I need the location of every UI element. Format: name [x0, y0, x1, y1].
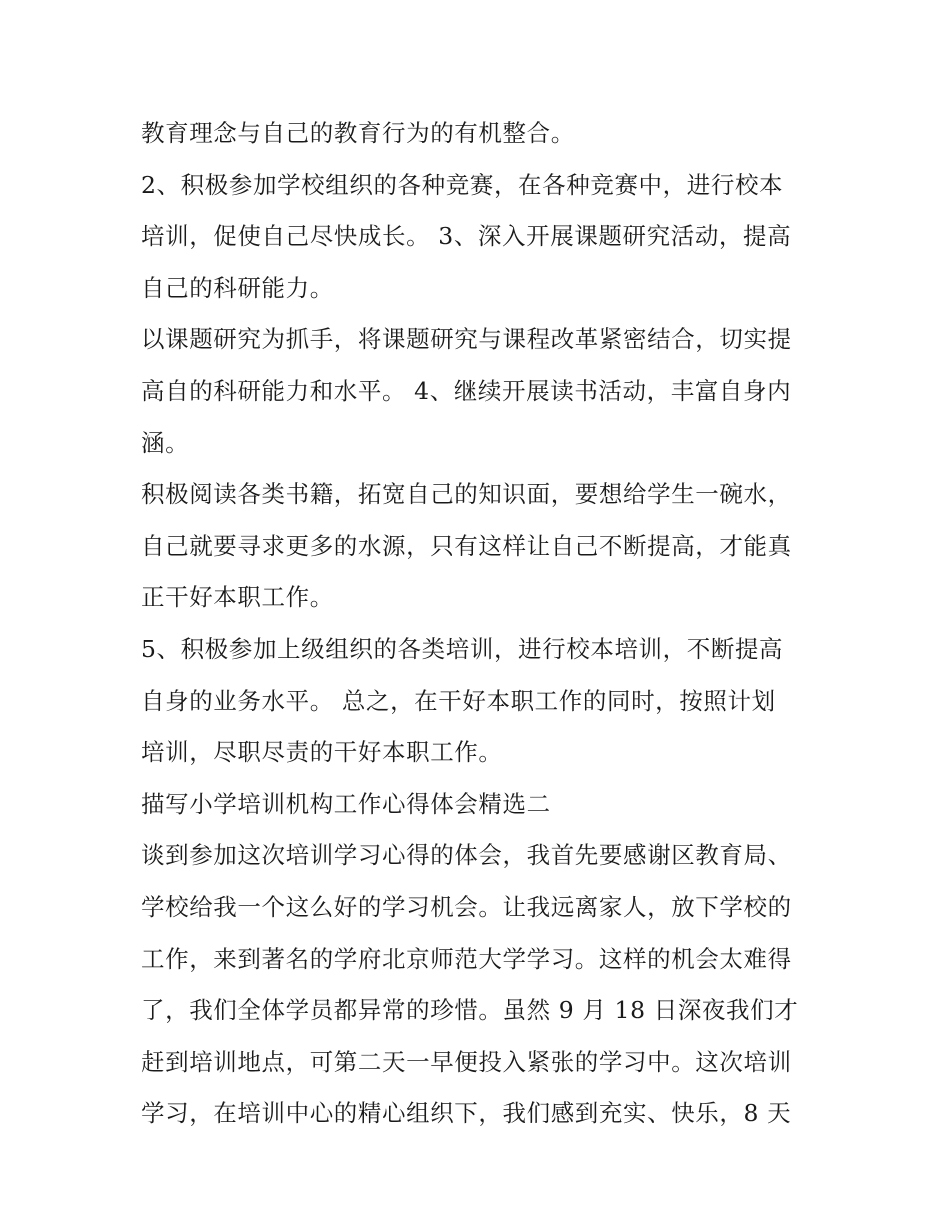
text-line: 5、积极参加上级组织的各类培训，进行校本培训，不断提高 [141, 634, 784, 663]
text-line: 学校给我一个这么好的学习机会。让我远离家人，放下学校的 [141, 892, 792, 921]
text-line: 自己就要寻求更多的水源，只有这样让自己不断提高，才能真 [141, 531, 792, 560]
text-line: 学习，在培训中心的精心组织下，我们感到充实、快乐，8 天 [141, 1099, 792, 1128]
text-line: 谈到参加这次培训学习心得的体会，我首先要感谢区教育局、 [141, 841, 792, 870]
text-line: 自己的科研能力。 [141, 273, 334, 302]
text-line: 2、积极参加学校组织的各种竞赛，在各种竞赛中，进行校本 [141, 170, 784, 199]
document-body [141, 108, 821, 1140]
text-line: 了，我们全体学员都异常的珍惜。虽然 9 月 18 日深夜我们才 [141, 996, 799, 1025]
text-line: 以课题研究为抓手，将课题研究与课程改革紧密结合，切实提 [141, 325, 792, 354]
text-line: 涵。 [141, 428, 190, 457]
section-heading: 描写小学培训机构工作心得体会精选二 [141, 789, 551, 818]
text-line: 工作，来到著名的学府北京师范大学学习。这样的机会太难得 [141, 944, 792, 973]
text-line: 培训，促使自己尽快成长。 3、深入开展课题研究活动，提高 [141, 222, 792, 251]
text-line: 正干好本职工作。 [141, 583, 334, 612]
text-line: 培训，尽职尽责的干好本职工作。 [141, 738, 503, 767]
text-line: 教育理念与自己的教育行为的有机整合。 [141, 119, 575, 147]
text-line: 赶到培训地点，可第二天一早便投入紧张的学习中。这次培训 [141, 1047, 792, 1076]
text-line: 自身的业务水平。 总之，在干好本职工作的同时，按照计划 [141, 686, 776, 715]
text-line: 积极阅读各类书籍，拓宽自己的知识面，要想给学生一碗水， [141, 480, 792, 509]
text-line: 高自的科研能力和水平。 4、继续开展读书活动，丰富自身内 [141, 376, 792, 405]
